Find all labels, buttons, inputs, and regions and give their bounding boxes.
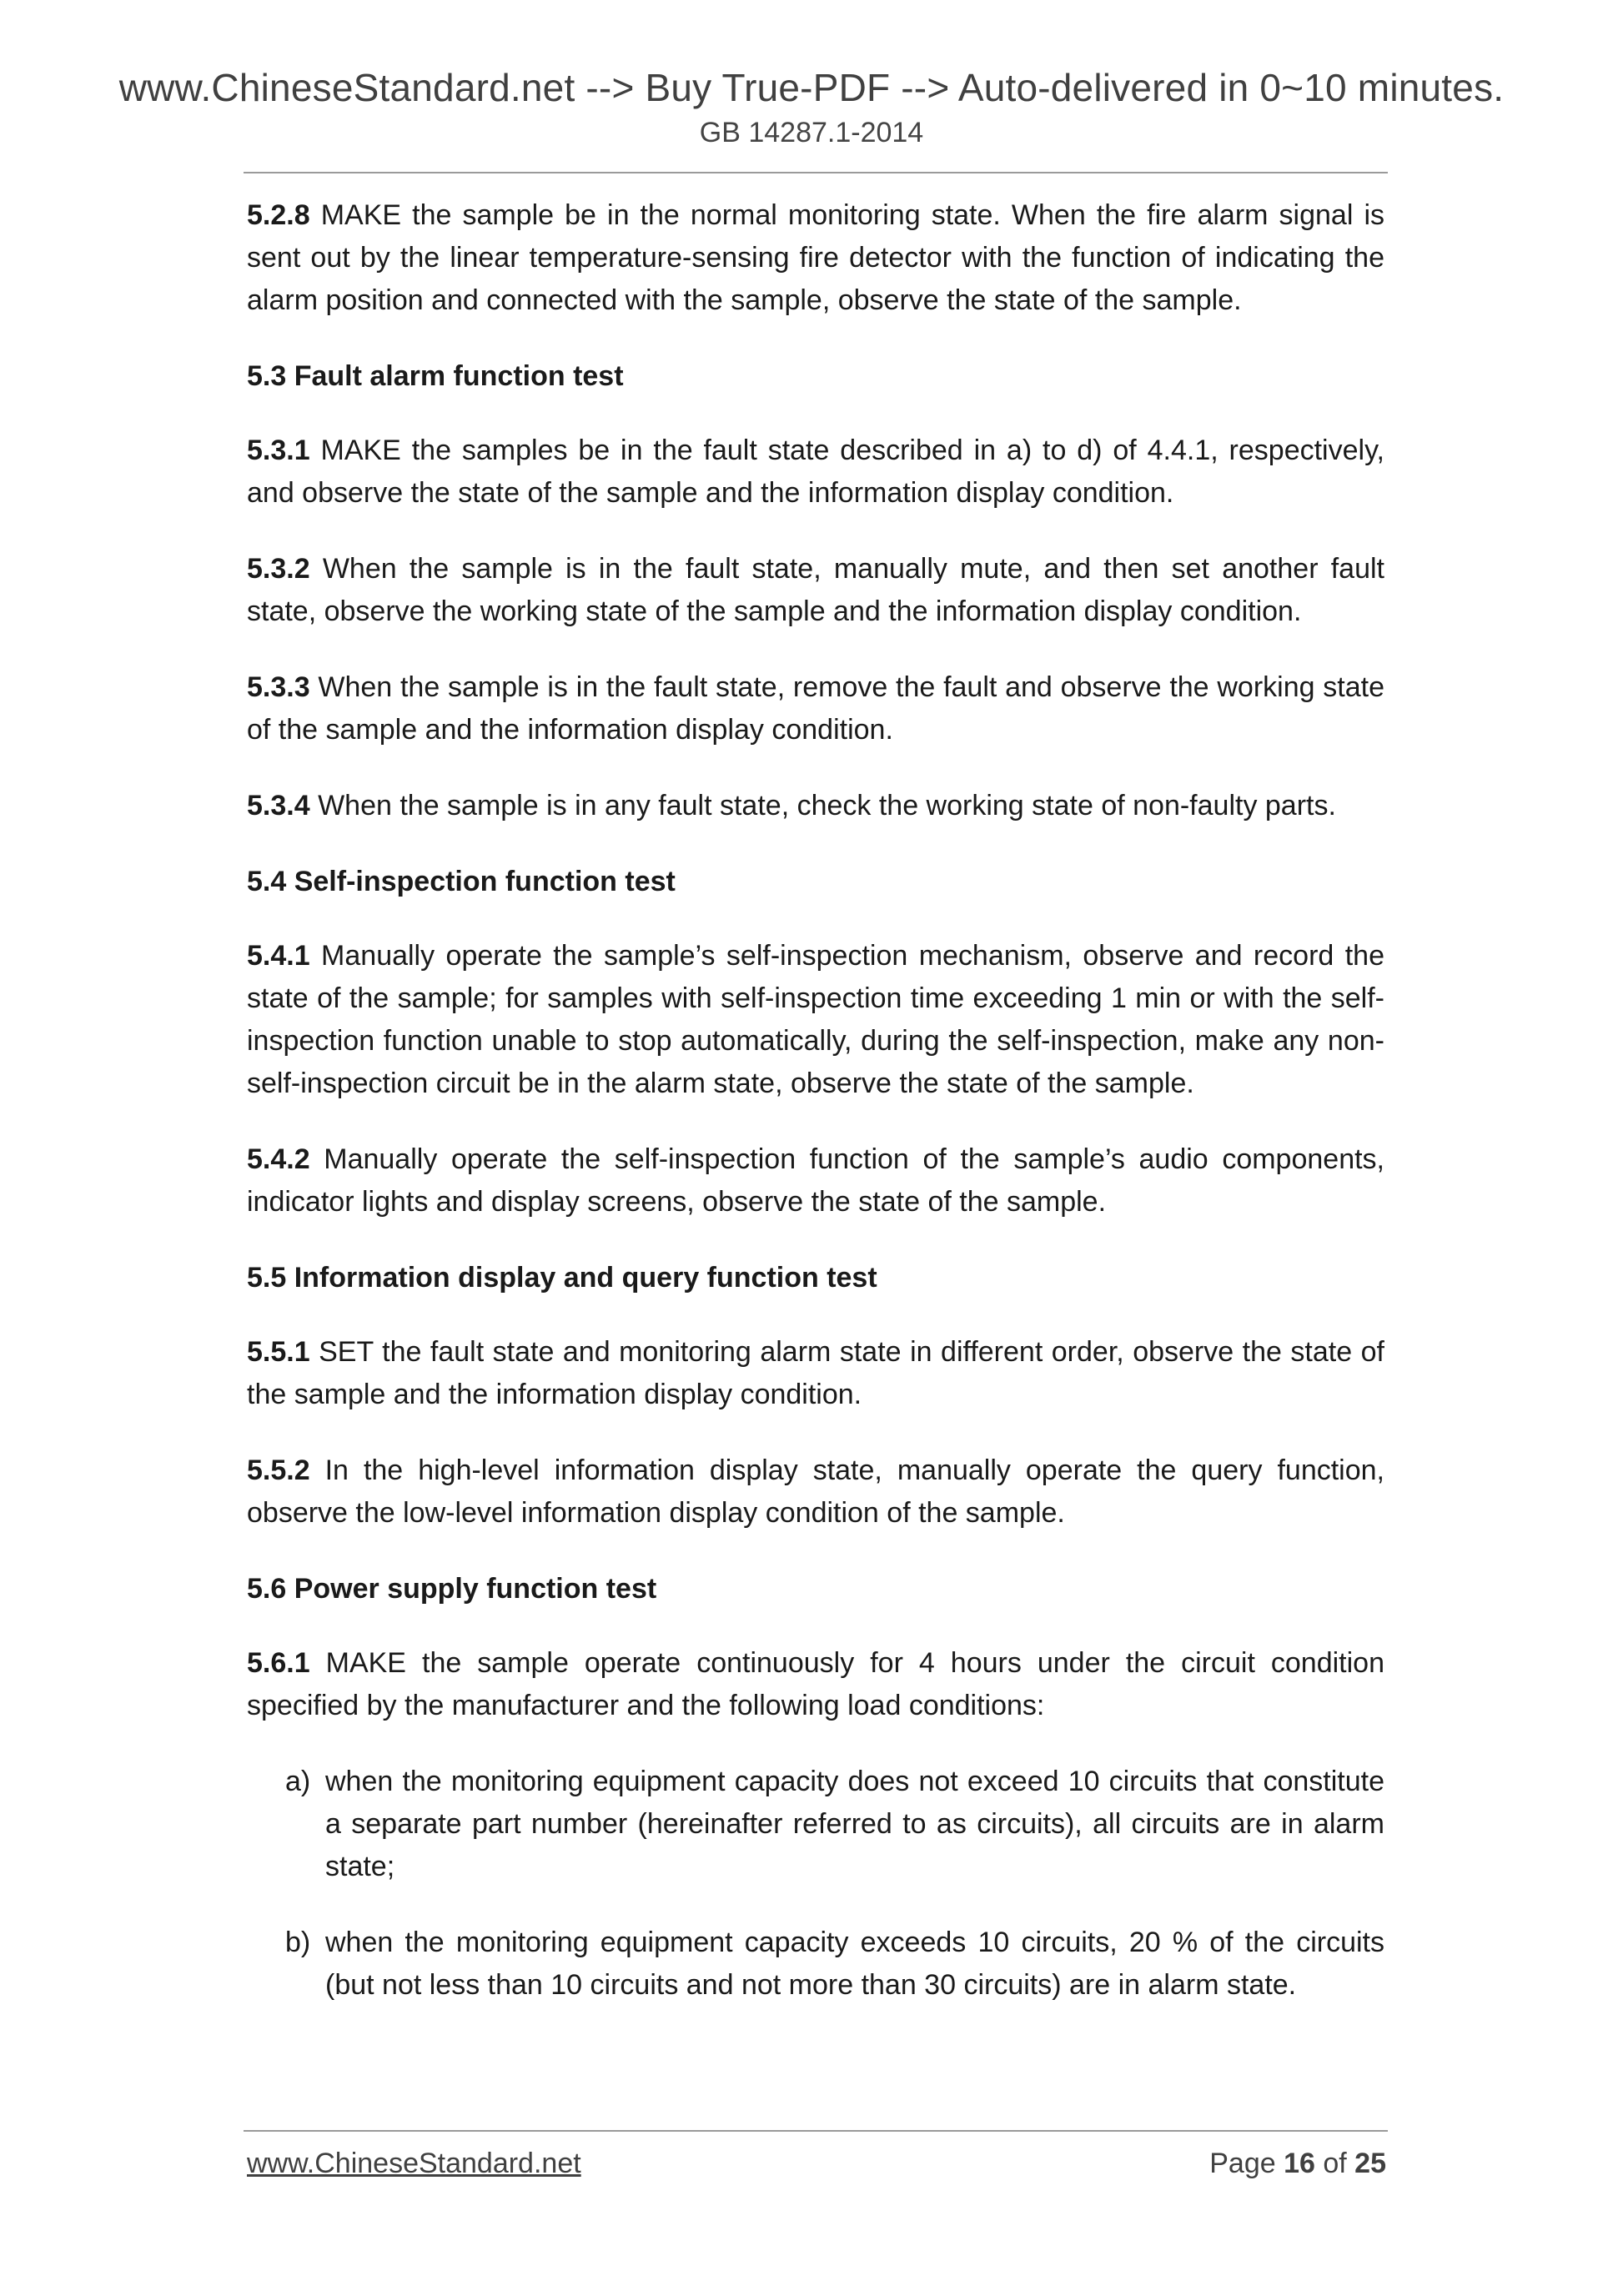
footer-website-link[interactable]: www.ChineseStandard.net <box>247 2148 581 2179</box>
list-item-b <box>285 1922 1384 2007</box>
standard-number: GB 14287.1-2014 <box>699 117 924 148</box>
section-heading-5-6: 5.6 Power supply function test <box>247 1573 657 1605</box>
page-of: of <box>1314 2148 1355 2179</box>
page-total: 25 <box>1354 2148 1386 2179</box>
clause-5-3-3 <box>247 666 1384 751</box>
clause-5-4-1 <box>247 935 1384 1105</box>
clause-number: 5.5.1 <box>247 1336 310 1368</box>
clause-text: Manually operate the sample’s self-inspection mechanism, observe and record the state of the sample; for samples with self-inspection time exceeding 1 min or with the self-inspection function unable to stop automatically, during the self-inspection, make any non-self-inspection circuit be in the alarm state, observe the state of the sample. <box>247 940 1384 1099</box>
clause-number: 5.5.2 <box>247 1454 310 1486</box>
clause-5-5-1 <box>247 1331 1384 1416</box>
header-divider <box>244 172 1388 173</box>
list-marker: b) <box>285 1927 311 1958</box>
clause-number: 5.4.2 <box>247 1143 310 1175</box>
clause-5-3-2 <box>247 548 1384 633</box>
clause-text: When the sample is in the fault state, remove the fault and observe the working state of the sample and the information display condition. <box>247 671 1384 746</box>
clause-text: SET the fault state and monitoring alarm state in different order, observe the state of the sample and the information display condition. <box>247 1336 1384 1410</box>
clause-number: 5.3.4 <box>247 790 310 821</box>
clause-number: 5.3.1 <box>247 435 310 466</box>
clause-text: In the high-level information display state, manually operate the query function, observe the low-level information display condition of the sample. <box>247 1454 1384 1529</box>
clause-number: 5.3.2 <box>247 553 310 585</box>
clause-text: When the sample is in any fault state, check the working state of non-faulty parts. <box>309 790 1336 821</box>
clause-5-5-2 <box>247 1449 1384 1535</box>
clause-number: 5.6.1 <box>247 1647 310 1679</box>
section-heading-5-4: 5.4 Self-inspection function test <box>247 866 676 897</box>
footer-divider <box>244 2130 1388 2132</box>
page-current: 16 <box>1284 2148 1315 2179</box>
clause-5-2-8 <box>247 194 1384 322</box>
clause-5-3-1 <box>247 430 1384 515</box>
clause-text: MAKE the samples be in the fault state described in a) to d) of 4.4.1, respectively, and observe the state of the sample and the information display condition. <box>247 435 1384 509</box>
list-item-a <box>285 1761 1384 1888</box>
clause-number: 5.3.3 <box>247 671 310 703</box>
header-banner: www.ChineseStandard.net --> Buy True-PDF --> Auto-delivered in 0~10 minutes. <box>118 66 1505 109</box>
page-label: Page <box>1209 2148 1284 2179</box>
document-body <box>247 194 1384 2040</box>
list-marker: a) <box>285 1766 311 1797</box>
clause-text: When the sample is in the fault state, manually mute, and then set another fault state, observe the working state of the sample and the information display condition. <box>247 553 1384 627</box>
section-heading-5-3: 5.3 Fault alarm function test <box>247 360 624 392</box>
clause-number: 5.2.8 <box>247 199 310 231</box>
page-indicator <box>1209 2148 1386 2180</box>
list-text: when the monitoring equipment capacity does not exceed 10 circuits that constitute a separate part number (hereinafter referred to as circuits), all circuits are in alarm state; <box>325 1766 1384 1882</box>
clause-text: Manually operate the self-inspection function of the sample’s audio components, indicator lights and display screens, observe the state of the sample. <box>247 1143 1384 1218</box>
list-text: when the monitoring equipment capacity exceeds 10 circuits, 20 % of the circuits (but not less than 10 circuits and not more than 30 circuits) are in alarm state. <box>325 1927 1384 2001</box>
clause-5-3-4 <box>247 785 1384 827</box>
clause-5-6-1 <box>247 1642 1384 1727</box>
clause-5-4-2 <box>247 1138 1384 1223</box>
clause-number: 5.4.1 <box>247 940 310 972</box>
clause-text: MAKE the sample operate continuously for 4 hours under the circuit condition specified by the manufacturer and the following load conditions: <box>247 1647 1384 1721</box>
clause-text: MAKE the sample be in the normal monitoring state. When the fire alarm signal is sent out by the linear temperature-sensing fire detector with the function of indicating the alarm position and connected with the sample, observe the state of the sample. <box>247 199 1384 316</box>
section-heading-5-5: 5.5 Information display and query function test <box>247 1262 877 1294</box>
